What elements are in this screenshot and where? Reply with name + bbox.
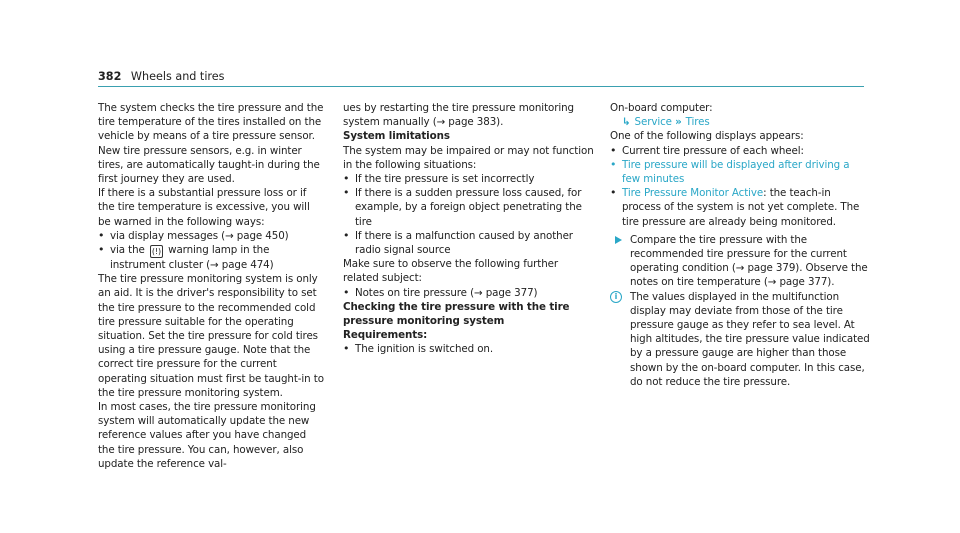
bullet-text: via display messages (→ page 450) xyxy=(110,229,289,242)
paragraph: The tire pressure monitoring system is only an aid. It is the driver's responsibility to set the tire pressure to the recommended cold tire pressure suitable for the operating situation. Set the tire pressure for cold tires using a tire pressure gauge. Note that the correct tire pressure for the current operating situation must first be taught-in to the tire pressure monitoring system. xyxy=(98,273,324,399)
bullet-item: • If there is a malfunction caused by another radio signal source xyxy=(343,229,595,257)
double-chevron-icon: » xyxy=(675,116,682,129)
info-icon: i xyxy=(610,291,622,303)
bullet-item: • Current tire pressure of each wheel: xyxy=(610,144,870,158)
instruction-step xyxy=(610,233,870,290)
paragraph: ues by restarting the tire pressure monitoring system manually (→ page 383). xyxy=(343,102,574,129)
menu-path xyxy=(610,115,870,129)
bullet-item: • The ignition is switched on. xyxy=(343,342,595,356)
return-arrow-icon: ↳ xyxy=(622,116,631,129)
step-text: Compare the tire pressure with the recommended tire pressure for the current operating condition (→ page 379). Observe the notes on tire temperature (→ page 377). xyxy=(630,233,868,289)
paragraph: Make sure to observe the following further related subject: xyxy=(343,258,559,285)
bullet-item: • Notes on tire pressure (→ page 377) xyxy=(343,286,595,300)
paragraph: If there is a substantial pressure loss or if the tire temperature is excessive, you will be warned in the following ways: xyxy=(98,187,310,228)
paragraph: In most cases, the tire pressure monitoring system will automatically update the new reference values after you have changed the tire pressure. You can, however, also update the reference val- xyxy=(98,401,316,470)
bullet-item xyxy=(98,243,324,272)
tire-warning-lamp-icon: (!) xyxy=(151,247,162,257)
bullet-text: : the teach-in process of the system is not yet complete. The tire pressure are already being monitored. xyxy=(622,187,860,228)
heading-checking-tire-pressure: Checking the tire pressure with the tire pressure monitoring system xyxy=(343,300,570,328)
paragraph: One of the following displays appears: xyxy=(610,130,804,143)
page-header xyxy=(98,70,225,84)
note-text: The values displayed in the multifunction display may deviate from those of the tire pressure gauge as they refer to sea level. At high altitudes, the tire pressure value indicated by a pressure gauge are higher than those shown by the on-board computer. In this case, do not reduce the tire pressure. xyxy=(630,290,870,388)
bullet-item: • If there is a sudden pressure loss caused, for example, by a foreign object penetrating the tire xyxy=(343,186,595,229)
heading-requirements: Requirements: xyxy=(343,329,428,342)
step-arrow-icon xyxy=(615,236,622,244)
page-number: 382 xyxy=(98,70,122,83)
column-1 xyxy=(98,101,324,471)
bullet-item: • If the tire pressure is set incorrectly xyxy=(343,172,595,186)
paragraph: New tire pressure sensors, e.g. in winter tires, are automatically taught-in during the first journey they are used. xyxy=(98,144,320,186)
bullet-item xyxy=(610,186,870,229)
bullet-item-display-message: • Tire pressure will be displayed after driving a few minutes xyxy=(610,158,870,186)
paragraph: The system may be impaired or may not function in the following situations: xyxy=(343,144,594,171)
display-message-link: Tire Pressure Monitor Active xyxy=(622,187,764,200)
bullet-text: warning lamp in the instrument cluster (→ page 474) xyxy=(110,244,274,272)
heading-system-limitations: System limitations xyxy=(343,130,450,143)
paragraph: On-board computer: xyxy=(610,102,713,114)
bullet-item xyxy=(98,229,324,243)
bullet-text: via the xyxy=(110,244,145,257)
menu-tires: Tires xyxy=(685,116,710,129)
column-2 xyxy=(343,101,595,357)
column-3 xyxy=(610,101,870,389)
section-title: Wheels and tires xyxy=(130,70,225,83)
menu-service: Service xyxy=(634,116,672,129)
header-rule xyxy=(98,86,864,87)
info-note xyxy=(610,290,870,389)
paragraph: The system checks the tire pressure and the tire temperature of the tires installed on the vehicle by means of a tire pressure sensor. xyxy=(98,102,324,143)
